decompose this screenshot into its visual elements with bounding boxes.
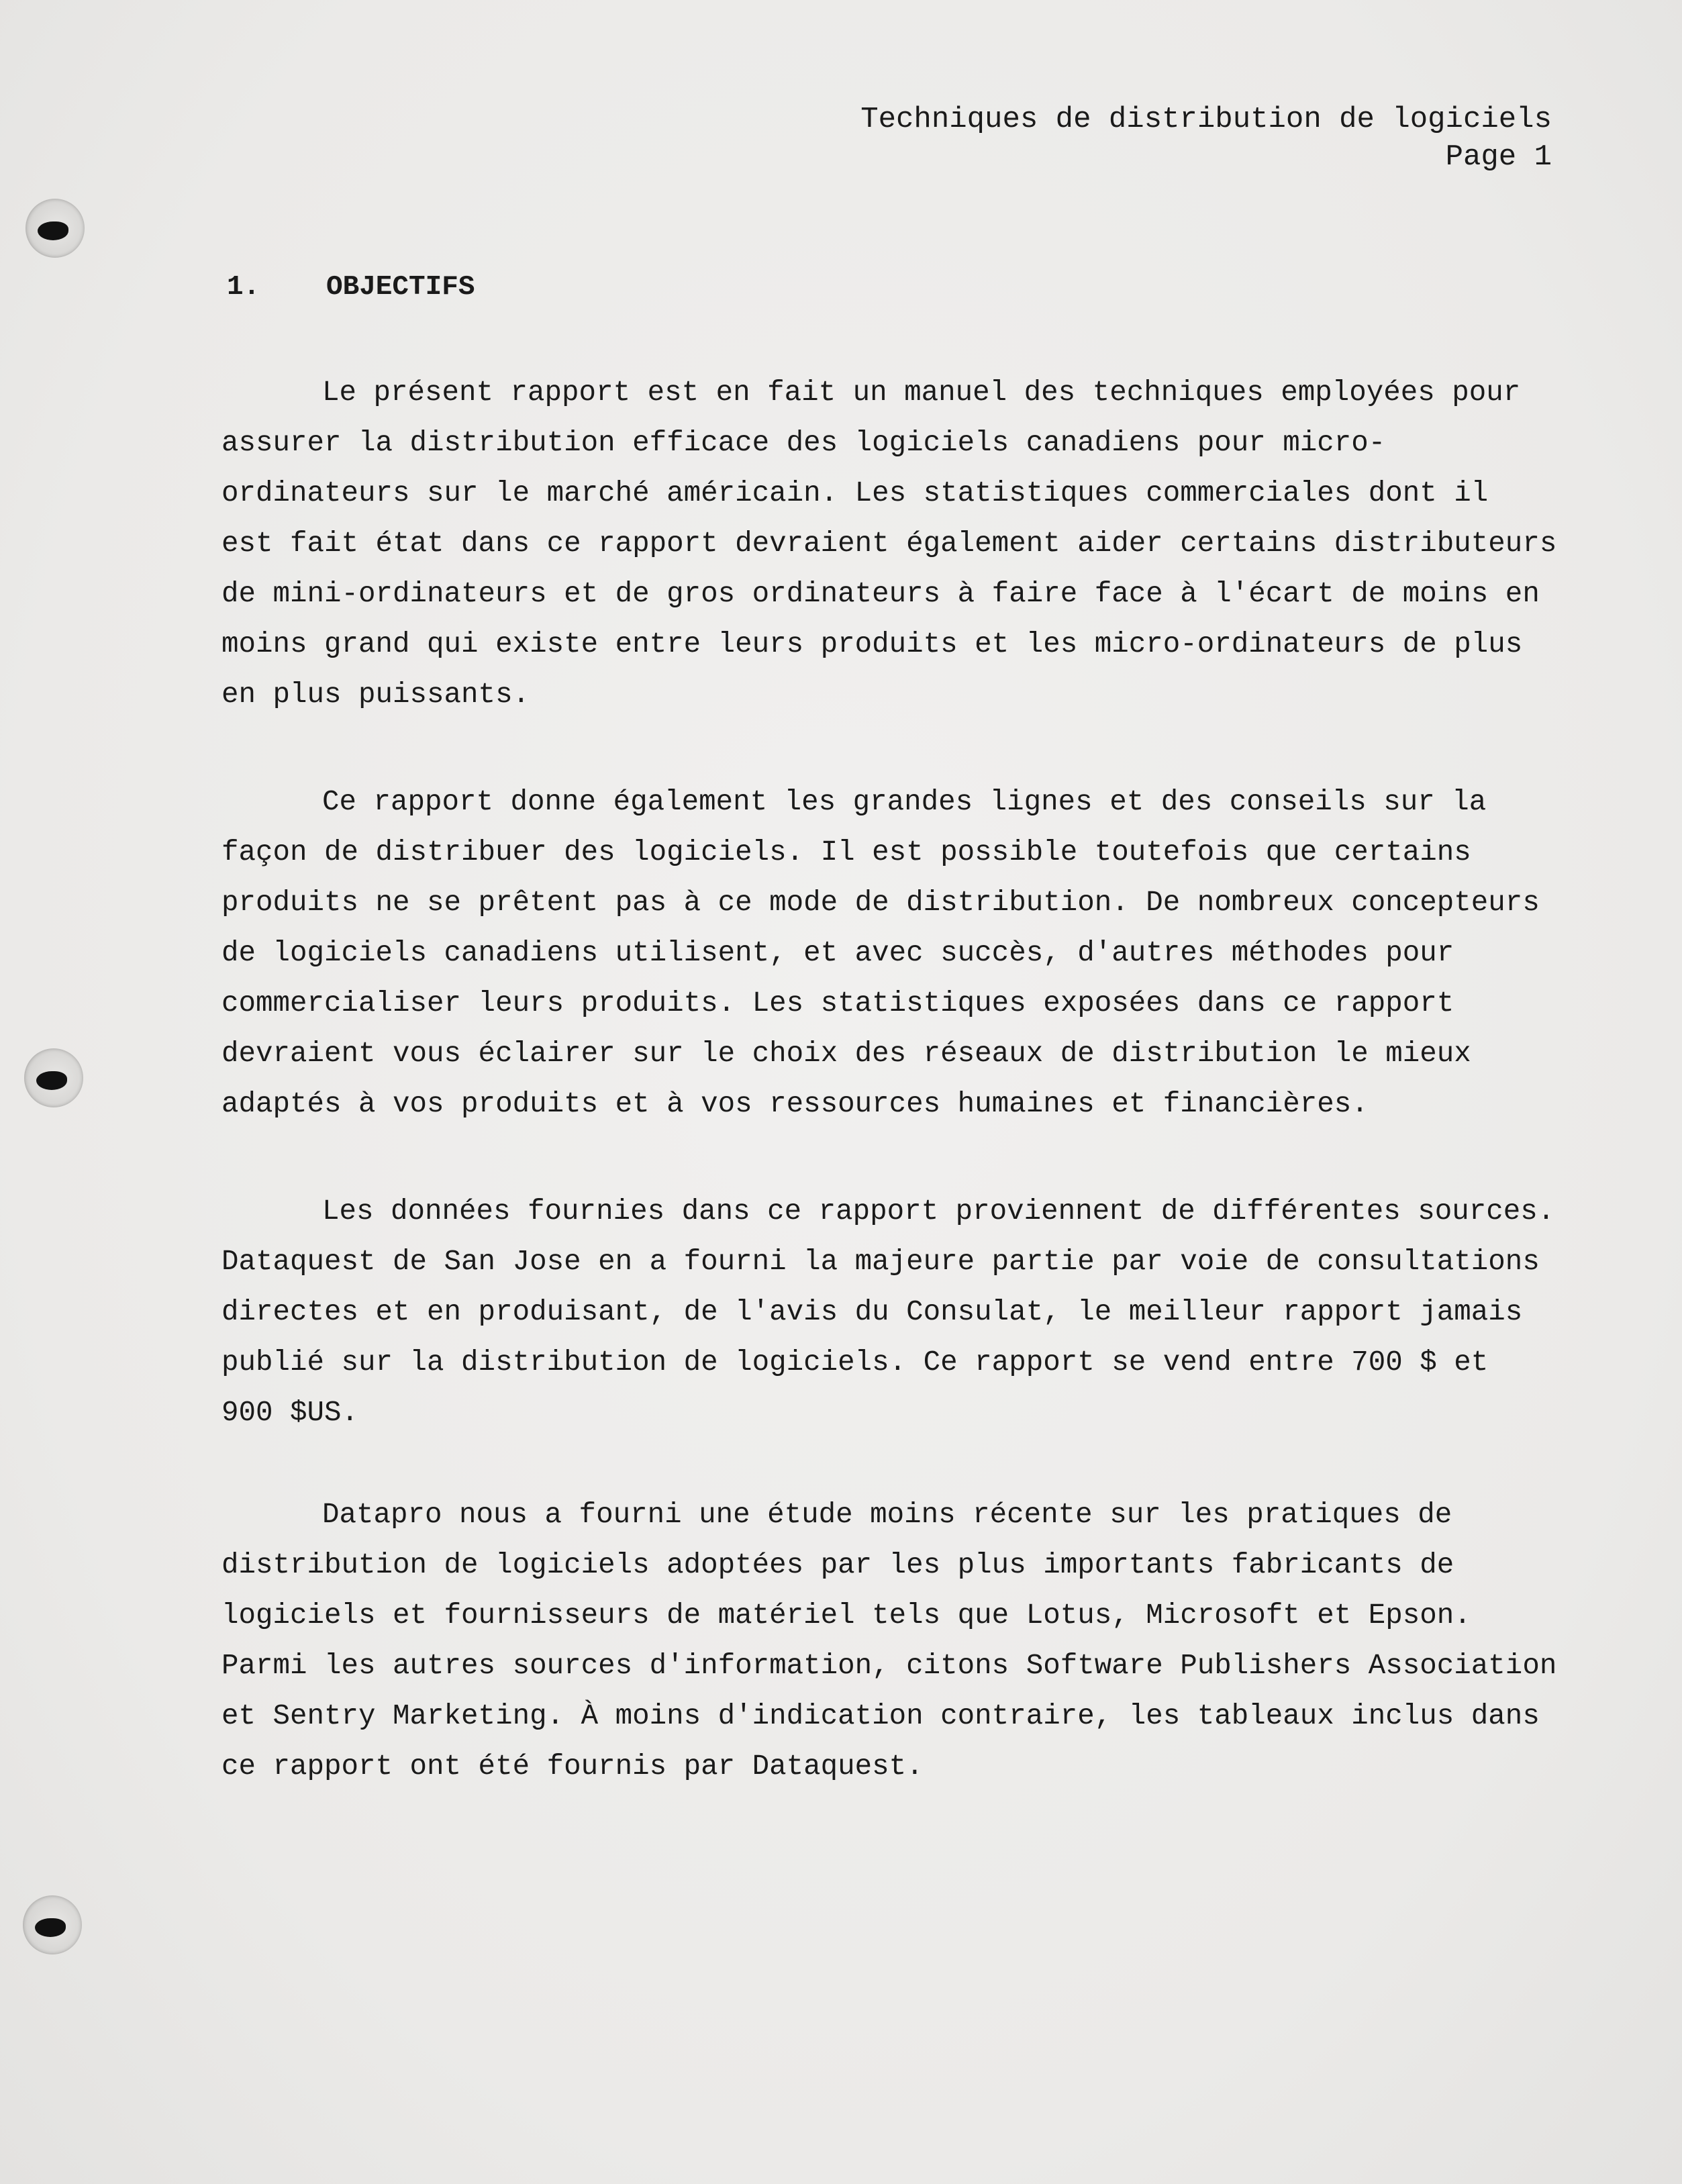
paragraph-line: Les données fournies dans ce rapport proviennent de différentes sources. [322,1195,1555,1228]
paragraph-line: Datapro nous a fourni une étude moins récente sur les pratiques de [322,1499,1452,1531]
paragraph-line: Dataquest de San Jose en a fourni la majeure partie par voie de consultations [221,1246,1540,1278]
paragraph-4 [221,1490,1556,1792]
section-title: OBJECTIFS [326,272,475,303]
paragraph-line: Ce rapport donne également les grandes lignes et des conseils sur la [322,786,1487,818]
running-header [860,101,1552,176]
paragraph-line: Le présent rapport est en fait un manuel des techniques employées pour [322,377,1521,409]
section-number: 1. [227,272,260,303]
binder-hole-shadow [35,1918,66,1937]
binder-hole-top [26,199,85,258]
section-heading [227,272,475,303]
paragraph-line: et Sentry Marketing. À moins d'indication contraire, les tableaux inclus dans [221,1700,1540,1732]
header-title: Techniques de distribution de logiciels [860,103,1552,136]
paragraph-line: de mini-ordinateurs et de gros ordinateurs à faire face à l'écart de moins en [221,578,1540,610]
paragraph-line: de logiciels canadiens utilisent, et avec succès, d'autres méthodes pour [221,937,1454,969]
binder-hole-shadow [38,221,68,240]
paragraph-line: moins grand qui existe entre leurs produits et les micro-ordinateurs de plus [221,628,1523,660]
paragraph-line: façon de distribuer des logiciels. Il est possible toutefois que certains [221,836,1471,868]
paragraph-line: publié sur la distribution de logiciels. Ce rapport se vend entre 700 $ et [221,1346,1489,1379]
paragraph-line: produits ne se prêtent pas à ce mode de distribution. De nombreux concepteurs [221,887,1540,919]
paragraph-line: est fait état dans ce rapport devraient également aider certains distributeurs [221,528,1557,560]
paragraph-3 [221,1187,1554,1438]
binder-hole-shadow [36,1071,67,1090]
header-page-number: Page 1 [1445,140,1552,174]
paragraph-line: logiciels et fournisseurs de matériel tels que Lotus, Microsoft et Epson. [221,1599,1471,1632]
paragraph-line: assurer la distribution efficace des logiciels canadiens pour micro- [221,427,1386,459]
paragraph-line: en plus puissants. [221,679,530,711]
paragraph-line: directes et en produisant, de l'avis du Consulat, le meilleur rapport jamais [221,1296,1523,1328]
paragraph-1 [221,368,1556,720]
paragraph-line: Parmi les autres sources d'information, citons Software Publishers Association [221,1650,1557,1682]
paragraph-2 [221,777,1540,1130]
paragraph-line: adaptés à vos produits et à vos ressources humaines et financières. [221,1088,1369,1120]
binder-hole-middle [24,1048,83,1107]
paragraph-line: ce rapport ont été fournis par Dataquest. [221,1750,924,1783]
paragraph-line: devraient vous éclairer sur le choix des réseaux de distribution le mieux [221,1038,1471,1070]
paragraph-line: distribution de logiciels adoptées par les plus importants fabricants de [221,1549,1454,1581]
paragraph-line: ordinateurs sur le marché américain. Les statistiques commerciales dont il [221,477,1489,509]
paragraph-line: commercialiser leurs produits. Les statistiques exposées dans ce rapport [221,987,1454,1020]
binder-hole-bottom [23,1895,82,1954]
paragraph-line: 900 $US. [221,1397,359,1429]
